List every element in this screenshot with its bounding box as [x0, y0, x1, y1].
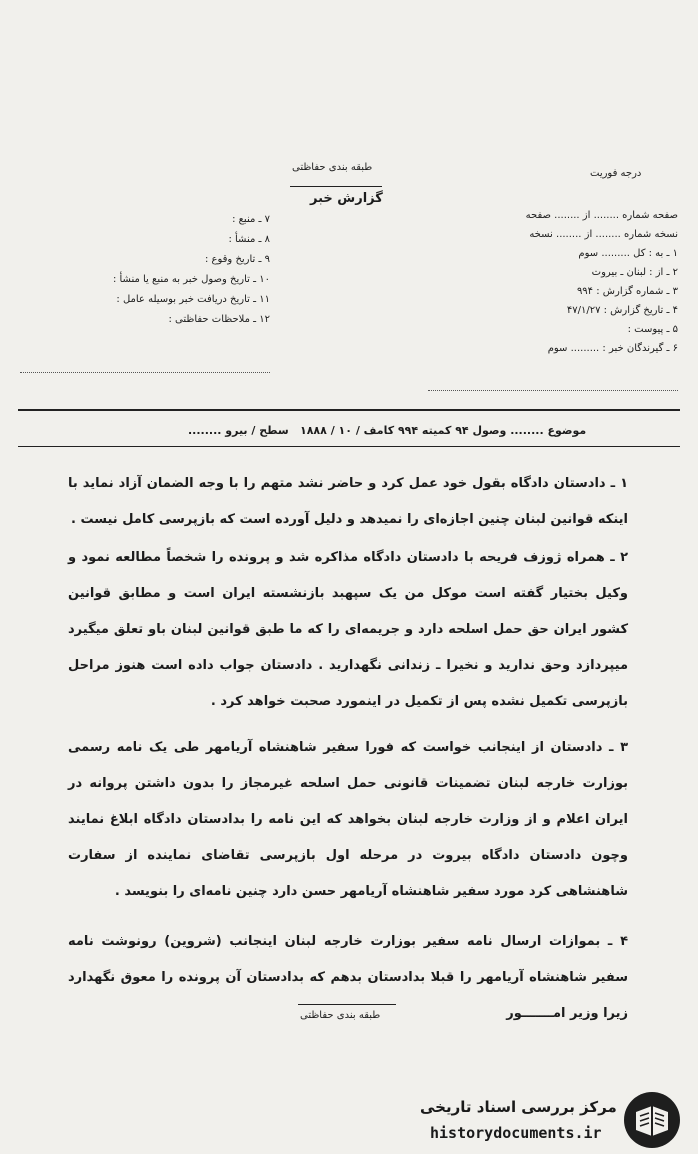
- right-field: ۳ ـ شماره گزارش : ۹۹۴: [576, 286, 678, 297]
- classification-overline: [298, 1004, 396, 1005]
- history-documents-logo-icon: [622, 1090, 682, 1150]
- right-field: ۲ ـ از : لبنان ـ بیروت: [591, 267, 678, 278]
- paragraph: ۳ ـ دادستان از اینجانب خواست که فورا سفیر شاهنشاه آریامهر طی یک نامه رسمی بوزارت خارجه لبنان تضمینات قانونی حمل اسلحه غیرمجاز را بدون داشتن پروانه در ایران اعلام و از وزارت خارجه لبنان بخواهد که این نامه را بدادستان دادگاه ابلاغ نمایند وچون دادستان دادگاه بیروت در مرحله اول بازپرسی تقاضای نماینده از سفارت شاهنشاهی کرد مورد سفیر شاهنشاه آریامهر حسن دارد چنین نامه‌ای را بنویسد .: [68, 740, 628, 899]
- subject-line: موضوع ........ وصول ۹۴ کمیته ۹۹۴ کامف / ۱۰ / ۱۸۸۸: [300, 424, 587, 437]
- watermark-url: historydocuments.ir: [430, 1124, 602, 1142]
- left-field: ۹ ـ تاریخ وقوع :: [204, 254, 270, 265]
- report-title: گزارش خبر: [310, 191, 383, 206]
- classification-bottom: طبقه بندی حفاظتی: [300, 1010, 381, 1021]
- watermark-center-name: مرکز بررسی اسناد تاریخی: [420, 1098, 617, 1116]
- right-field: نسخه شماره ........ از ........ نسخه: [529, 229, 678, 240]
- subject-divider: [18, 446, 680, 447]
- left-field: ۸ ـ منشأ :: [228, 234, 270, 245]
- left-field: ۱۰ ـ تاریخ وصول خبر به منبع یا منشأ :: [112, 274, 270, 285]
- right-field: ۵ ـ پیوست :: [627, 324, 678, 335]
- right-field: ۱ ـ به : کل ......... سوم: [578, 248, 678, 259]
- right-field: ۴ ـ تاریخ گزارش : ۴۷/۱/۲۷: [566, 305, 678, 316]
- right-field: ۶ ـ گیرندگان خبر : ......... سوم: [547, 343, 678, 354]
- header-divider: [18, 409, 680, 411]
- left-field: ۷ ـ منبع :: [232, 214, 270, 225]
- paragraph: ۱ ـ دادستان دادگاه بقول خود عمل کرد و حاضر نشد متهم را با وجه الضمان آزاد نماید با اینکه قوانین لبنان چنین اجازه‌ای را نمیدهد و دلیل آورده است که بازپرسی کامل نیست .: [68, 476, 628, 527]
- field-dotline: [20, 372, 270, 373]
- paragraph: ۴ ـ بموازات ارسال نامه سفیر بوزارت خارجه لبنان اینجانب (شروین) رونوشت نامه سفیر شاهنشاه آریامهر را قبلا بدادستان بدهم که بدادستان آن پرونده را معوق نگهدارد زیرا وزیر امـــــــور: [68, 934, 628, 1021]
- left-field: ۱۱ ـ تاریخ دریافت خبر بوسیله عامل :: [116, 294, 270, 305]
- left-fields: [20, 214, 270, 334]
- paragraph: ۲ ـ همراه ژوزف فریحه با دادستان دادگاه مذاکره شد و پرونده را شخصاً مطالعه نمود و وکیل بختیار گفته است موکل من یک سپهبد بازنشسته ایران است و مطابق قوانین کشور ایران حق حمل اسلحه دارد و جریمه‌ای را که ما طبق قوانین لبنان باو تعلق میگیرد میپردازد وحق ندارید و نخیرا ـ زندانی نگهدارید . دادستان جواب داده است هنوز مراحل بازپرسی تکمیل نشده پس از تکمیل در اینمورد صحبت خواهد کرد .: [68, 550, 628, 709]
- title-underline: [290, 186, 382, 187]
- right-field: صفحه شماره ........ از ........ صفحه: [525, 210, 678, 221]
- left-field: ۱۲ ـ ملاحظات حفاظتی :: [168, 314, 270, 325]
- priority-label: درجه فوریت: [590, 168, 642, 179]
- classification-top: طبقه بندی حفاظتی: [292, 162, 373, 173]
- field-dotline: [428, 390, 678, 391]
- right-fields: [420, 210, 678, 362]
- subject-ref: سطح / بیرو ........: [188, 424, 289, 437]
